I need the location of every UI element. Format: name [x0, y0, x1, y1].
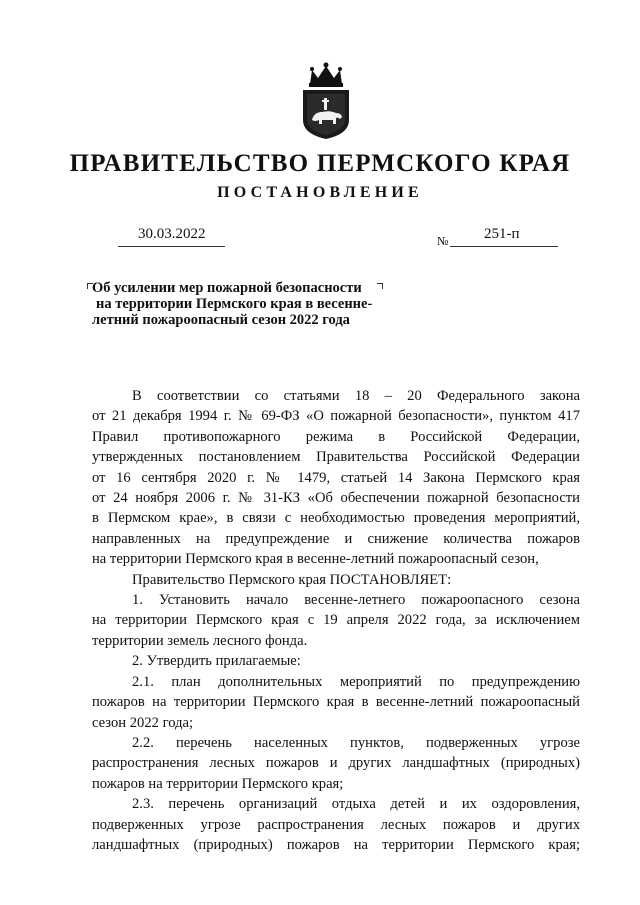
coat-of-arms-icon — [298, 62, 354, 140]
text-line: на территории Пермского края с 19 апреля 2022 года, за исключением — [92, 612, 580, 629]
decree-date: 30.03.2022 — [138, 226, 206, 242]
text-line: пожаров на территории Пермского края в весенне-летний пожароопасный — [92, 694, 580, 711]
text-line: в Пермском крае», в связи с необходимостью проведения мероприятий, — [92, 510, 580, 527]
paragraph-resolves — [92, 570, 580, 590]
decree-number: 251-п — [484, 226, 520, 242]
text-line: от 21 декабря 1994 г. № 69-ФЗ «О пожарной безопасности», пунктом 417 — [92, 408, 580, 425]
text-line: сезон 2022 года; — [92, 714, 194, 731]
paragraph-item-2-1 — [92, 672, 580, 733]
document-type-title: ПОСТАНОВЛЕНИЕ — [217, 184, 423, 201]
text-line: от 16 сентября 2020 г. № 1479, статьей 14 Закона Пермского края — [92, 469, 580, 486]
decree-subject — [92, 280, 412, 328]
text-line: Правительство Пермского края ПОСТАНОВЛЯЕТ: — [132, 571, 452, 588]
text-line: распространения лесных пожаров и других ландшафтных (природных) — [92, 755, 580, 772]
paragraph-item-2-3 — [92, 794, 580, 855]
text-line: 2.2. перечень населенных пунктов, подверженных угрозе — [132, 734, 580, 751]
text-line: В соответствии со статьями 18 – 20 Федерального закона — [132, 388, 580, 404]
number-sign: № — [437, 234, 449, 248]
number-underline — [450, 246, 558, 247]
subject-line: Об усилении мер пожарной безопасности — [92, 280, 362, 296]
decree-body — [92, 386, 580, 855]
text-line: подверженных угрозе распространения лесных пожаров и других — [92, 816, 580, 833]
subject-line: на территории Пермского края в весенне- — [96, 296, 373, 312]
paragraph-preamble — [92, 386, 580, 570]
text-line: утвержденных постановлением Правительства Российской Федерации — [92, 449, 580, 466]
date-underline — [118, 246, 225, 247]
text-line: направленных на предупреждение и снижение количества пожаров — [92, 530, 580, 547]
text-line: 2.3. перечень организаций отдыха детей и их оздоровления, — [132, 796, 580, 813]
text-line: Правил противопожарного режима в Российской Федерации, — [92, 428, 580, 445]
text-line: 1. Установить начало весенне-летнего пожароопасного сезона — [132, 592, 580, 609]
text-line: 2. Утвердить прилагаемые: — [132, 653, 301, 670]
text-line: на территории Пермского края в весенне-летний пожароопасный сезон, — [92, 551, 539, 568]
paragraph-item-1 — [92, 590, 580, 651]
text-line: 2.1. план дополнительных мероприятий по предупреждению — [132, 673, 580, 690]
paragraph-item-2-2 — [92, 733, 580, 794]
text-line: от 24 ноября 2006 г. № 31-КЗ «Об обеспечении пожарной безопасности — [92, 490, 580, 507]
text-line: пожаров на территории Пермского края; — [92, 775, 344, 792]
text-line: ландшафтных (природных) пожаров на территории Пермского края; — [92, 836, 580, 853]
government-title: ПРАВИТЕЛЬСТВО ПЕРМСКОГО КРАЯ — [69, 150, 571, 177]
paragraph-item-2 — [92, 651, 580, 671]
subject-line: летний пожароопасный сезон 2022 года — [92, 312, 350, 328]
text-line: территории земель лесного фонда. — [92, 632, 308, 649]
